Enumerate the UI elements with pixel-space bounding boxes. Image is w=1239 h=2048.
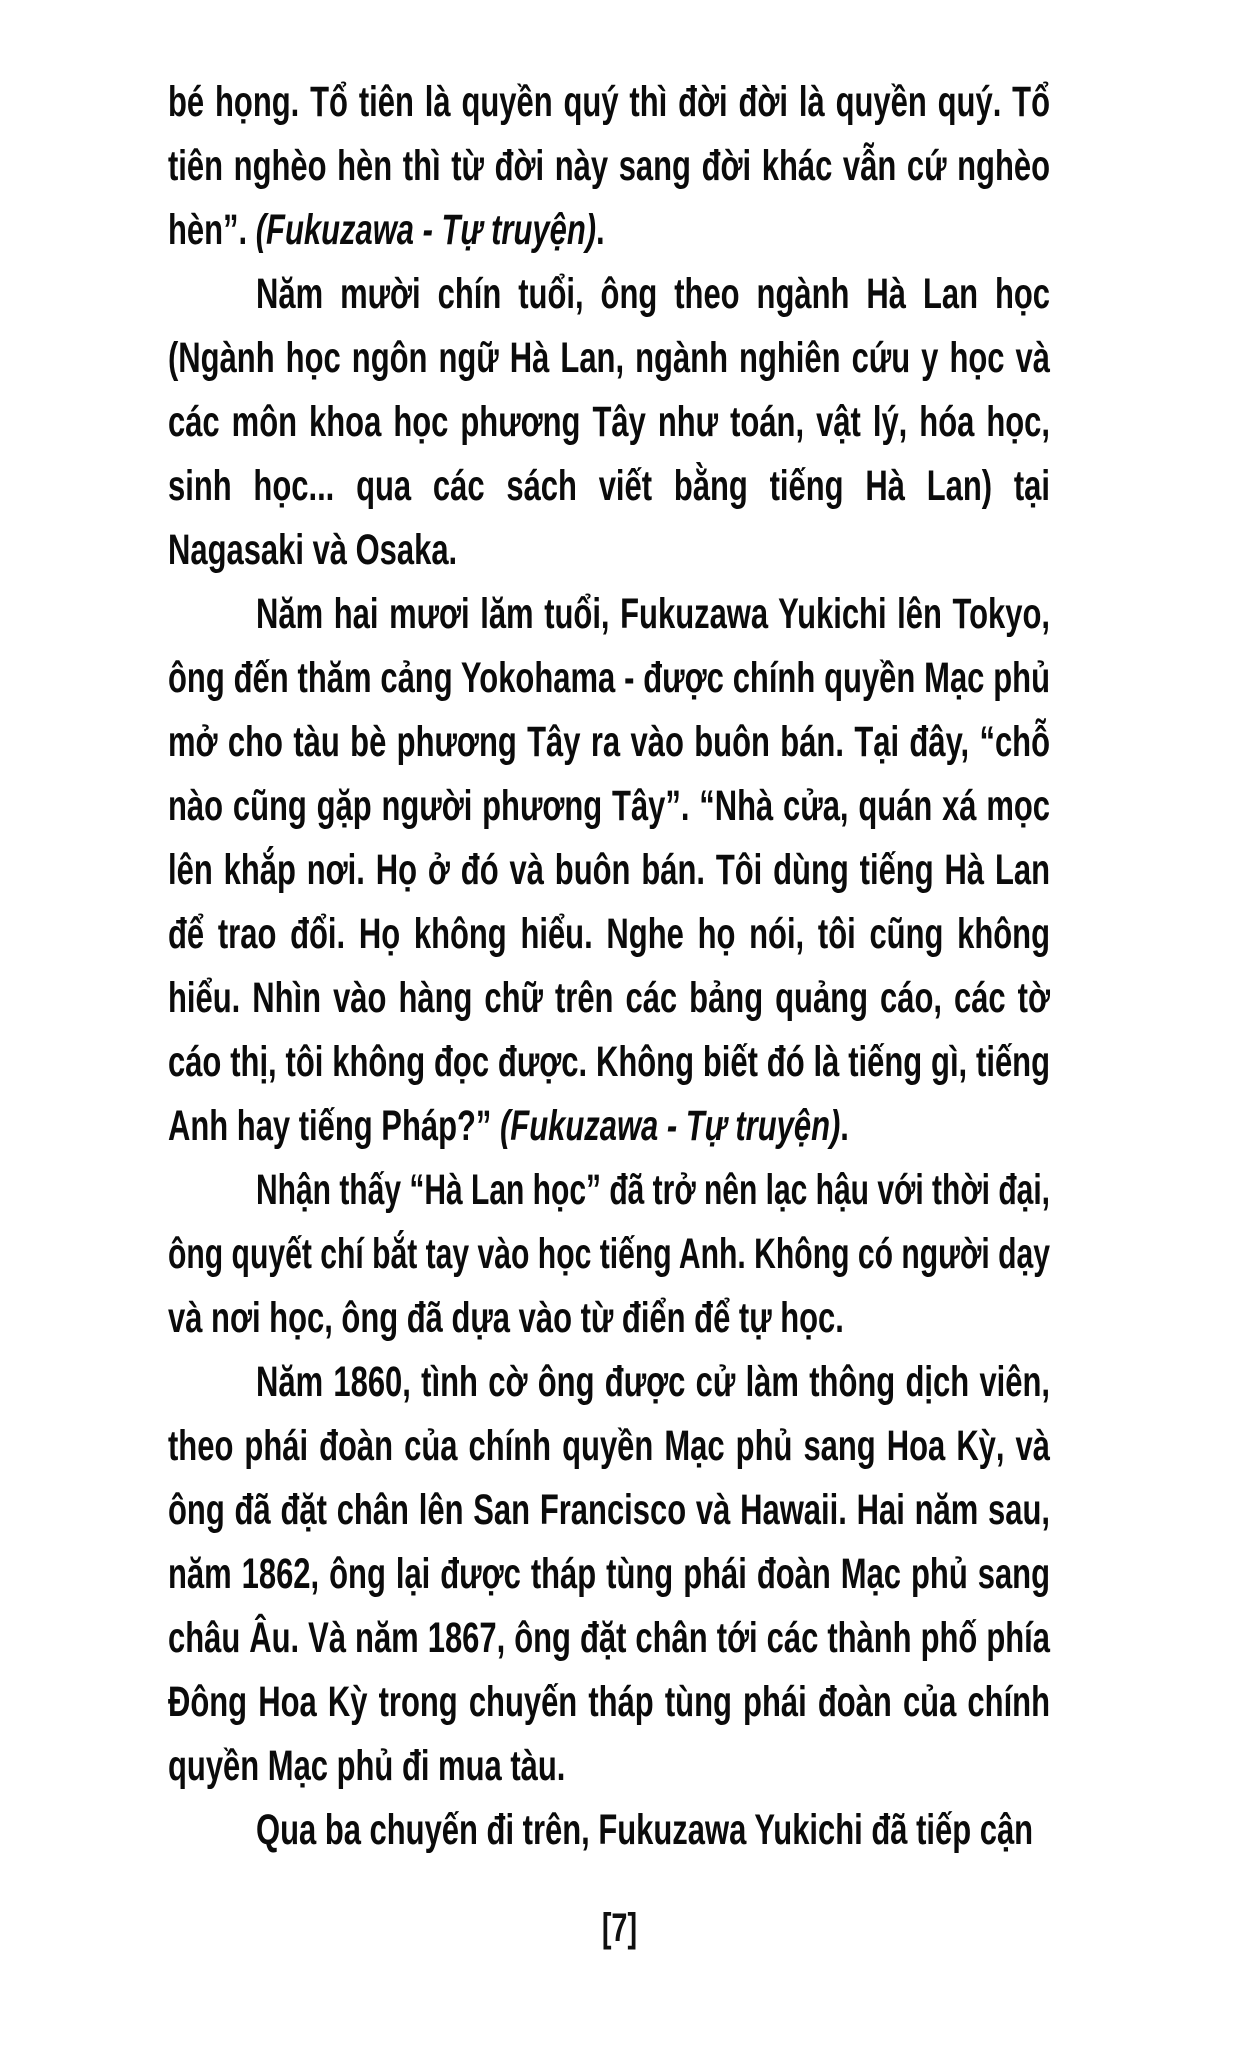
text-line <box>168 326 1050 390</box>
text-line-content <box>168 1286 844 1350</box>
text-line-content <box>168 134 1050 198</box>
text-line <box>168 1542 1050 1606</box>
text-run: (Fukuzawa - Tự truyện) <box>499 1102 841 1150</box>
text-line-content <box>168 902 1050 966</box>
text-line <box>168 454 1050 518</box>
text-line <box>168 838 1050 902</box>
paragraph <box>168 262 1050 582</box>
paragraph <box>168 1798 1050 1862</box>
text-run: lên khắp nơi. Họ ở đó và buôn bán. Tôi dùng tiếng Hà Lan <box>168 846 1050 894</box>
text-run: các môn khoa học phương Tây như toán, vật lý, hóa học, <box>168 398 1050 446</box>
text-run: ông quyết chí bắt tay vào học tiếng Anh. Không có người dạy <box>168 1230 1050 1278</box>
text-line <box>168 1606 1050 1670</box>
text-line <box>168 198 1050 262</box>
text-line-content <box>168 198 605 262</box>
text-run: châu Âu. Và năm 1867, ông đặt chân tới các thành phố phía <box>168 1614 1050 1662</box>
text-line <box>168 70 1050 134</box>
page-number-label: [7] <box>601 1906 638 1950</box>
text-line-content <box>168 326 1050 390</box>
text-line <box>168 966 1050 1030</box>
text-run: . <box>596 206 605 254</box>
text-line <box>168 902 1050 966</box>
text-line <box>168 774 1050 838</box>
text-line-content <box>168 1734 565 1798</box>
page-number <box>0 1906 1239 1950</box>
text-line-content <box>256 1158 1050 1222</box>
text-line-content <box>256 1350 1050 1414</box>
text-line <box>168 1798 1050 1862</box>
text-line <box>168 1670 1050 1734</box>
text-line-content <box>168 966 1050 1030</box>
text-run: hiểu. Nhìn vào hàng chữ trên các bảng quảng cáo, các tờ <box>168 974 1050 1022</box>
text-line <box>168 1158 1050 1222</box>
text-run: Nagasaki và Osaka. <box>168 526 458 574</box>
text-line-content <box>256 1798 1033 1862</box>
text-run: Đông Hoa Kỳ trong chuyến tháp tùng phái đoàn của chính <box>168 1678 1050 1726</box>
text-line-content <box>168 390 1050 454</box>
text-line-content <box>168 838 1050 902</box>
text-line <box>168 1350 1050 1414</box>
text-line-content <box>168 454 1050 518</box>
text-line-content <box>168 518 457 582</box>
text-line-content <box>168 1414 1050 1478</box>
text-line <box>168 1478 1050 1542</box>
text-line-content <box>168 1094 849 1158</box>
paragraph <box>168 1158 1050 1350</box>
text-line <box>168 134 1050 198</box>
paragraph <box>168 1350 1050 1798</box>
text-line-content <box>168 1222 1050 1286</box>
text-run: Năm mười chín tuổi, ông theo ngành Hà Lan học <box>256 270 1051 318</box>
text-run: ông đã đặt chân lên San Francisco và Hawaii. Hai năm sau, <box>168 1486 1050 1534</box>
text-line-content <box>168 1606 1050 1670</box>
text-run: quyền Mạc phủ đi mua tàu. <box>168 1742 566 1790</box>
text-line <box>168 1094 1050 1158</box>
text-run: Năm hai mươi lăm tuổi, Fukuzawa Yukichi lên Tokyo, <box>256 590 1051 638</box>
text-line <box>168 390 1050 454</box>
text-run: . <box>840 1102 849 1150</box>
text-run: Năm 1860, tình cờ ông được cử làm thông dịch viên, <box>256 1358 1050 1406</box>
text-run: cáo thị, tôi không đọc được. Không biết đó là tiếng gì, tiếng <box>168 1038 1050 1086</box>
text-line-content <box>256 262 1050 326</box>
text-line <box>168 1222 1050 1286</box>
text-run: bé họng. Tổ tiên là quyền quý thì đời đời là quyền quý. Tổ <box>168 78 1050 126</box>
text-run: hèn”. <box>168 206 256 254</box>
paragraph <box>168 582 1050 1158</box>
text-run: Qua ba chuyến đi trên, Fukuzawa Yukichi đã tiếp cận <box>256 1806 1034 1854</box>
text-run: (Ngành học ngôn ngữ Hà Lan, ngành nghiên cứu y học và <box>168 334 1050 382</box>
text-line-content <box>168 1030 1050 1094</box>
text-line <box>168 1734 1050 1798</box>
text-line-content <box>168 1542 1050 1606</box>
text-run: ông đến thăm cảng Yokohama - được chính quyền Mạc phủ <box>168 654 1050 702</box>
text-run: nào cũng gặp người phương Tây”. “Nhà cửa, quán xá mọc <box>168 782 1050 830</box>
text-line-content <box>168 646 1050 710</box>
text-line-content <box>256 582 1050 646</box>
text-line-content <box>168 710 1050 774</box>
text-run: theo phái đoàn của chính quyền Mạc phủ sang Hoa Kỳ, và <box>168 1422 1050 1470</box>
text-run: tiên nghèo hèn thì từ đời này sang đời khác vẫn cứ nghèo <box>168 142 1050 190</box>
text-line-content <box>168 1670 1050 1734</box>
book-page-text-block <box>168 70 1050 1862</box>
text-run: để trao đổi. Họ không hiểu. Nghe họ nói, tôi cũng không <box>168 910 1050 958</box>
text-run: Anh hay tiếng Pháp?” <box>168 1102 500 1150</box>
paragraph <box>168 70 1050 262</box>
text-line <box>168 1414 1050 1478</box>
text-line <box>168 262 1050 326</box>
text-run: và nơi học, ông đã dựa vào từ điển để tự học. <box>168 1294 844 1342</box>
text-line <box>168 1030 1050 1094</box>
text-line-content <box>168 70 1050 134</box>
text-line <box>168 710 1050 774</box>
text-run: sinh học... qua các sách viết bằng tiếng Hà Lan) tại <box>168 462 1050 510</box>
text-line-content <box>168 1478 1050 1542</box>
text-run: (Fukuzawa - Tự truyện) <box>255 206 597 254</box>
text-line <box>168 646 1050 710</box>
text-line <box>168 518 1050 582</box>
text-line <box>168 582 1050 646</box>
text-run: mở cho tàu bè phương Tây ra vào buôn bán. Tại đây, “chỗ <box>168 718 1050 766</box>
text-run: Nhận thấy “Hà Lan học” đã trở nên lạc hậu với thời đại, <box>256 1166 1050 1214</box>
text-run: năm 1862, ông lại được tháp tùng phái đoàn Mạc phủ sang <box>168 1550 1050 1598</box>
text-line-content <box>168 774 1050 838</box>
text-line <box>168 1286 1050 1350</box>
